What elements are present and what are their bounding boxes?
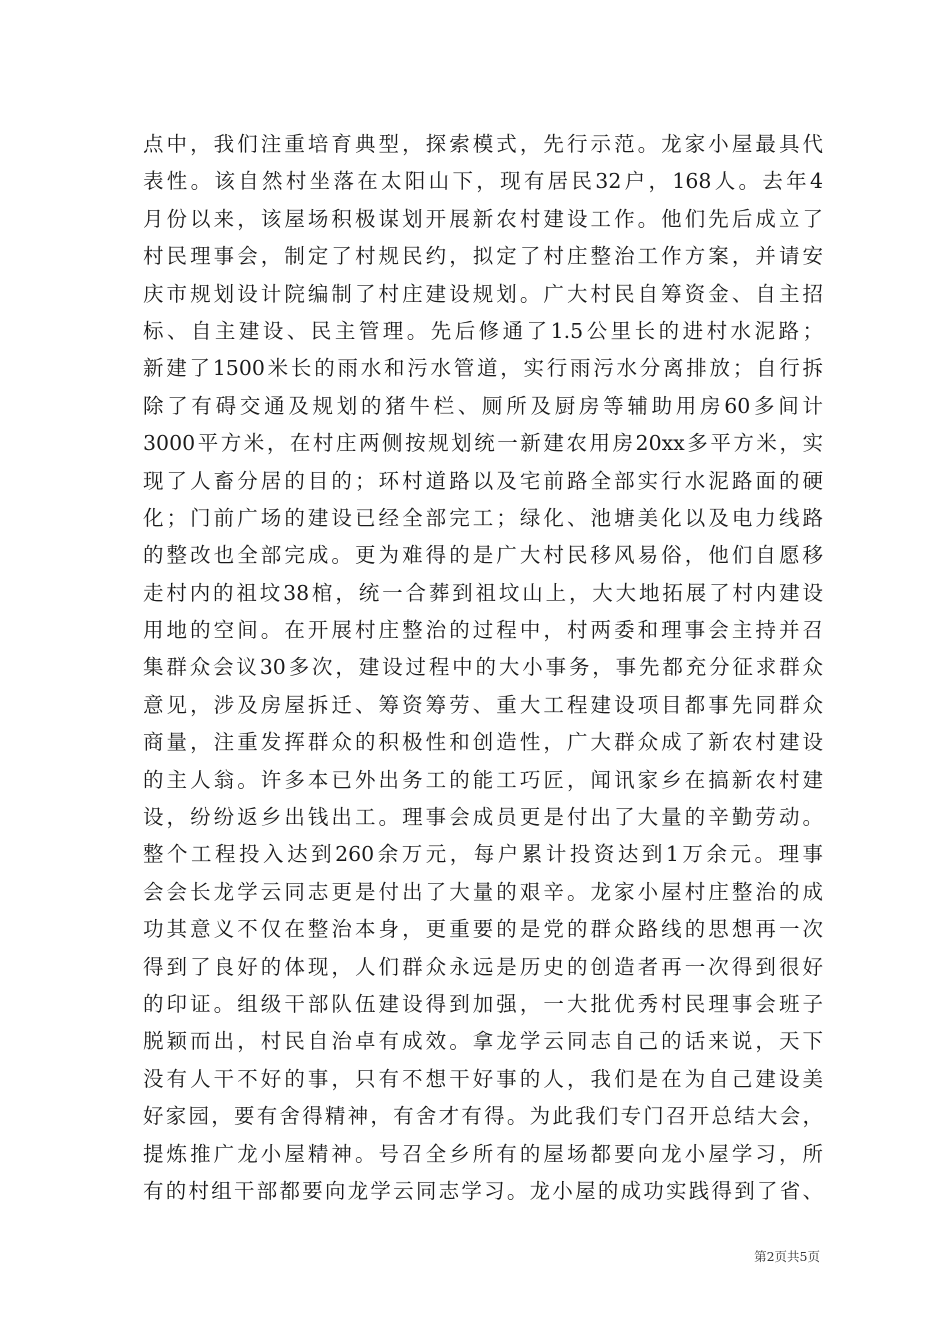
text-line: 整个工程投入达到260余万元，每户累计投资达到1万余元。理事: [143, 842, 823, 867]
text-line: 没有人干不好的事，只有不想干好事的人，我们是在为自己建设美: [143, 1066, 823, 1091]
text-line: 提炼推广龙小屋精神。号召全乡所有的屋场都要向龙小屋学习，所: [143, 1141, 823, 1166]
text-line: 现了人畜分居的目的；环村道路以及宅前路全部实行水泥路面的硬: [143, 468, 823, 493]
text-line: 月份以来，该屋场积极谋划开展新农村建设工作。他们先后成立了: [143, 206, 823, 231]
text-line: 有的村组干部都要向龙学云同志学习。龙小屋的成功实践得到了省、: [143, 1178, 823, 1203]
text-line: 新建了1500米长的雨水和污水管道，实行雨污水分离排放；自行拆: [143, 356, 823, 381]
text-line: 的主人翁。许多本已外出务工的能工巧匠，闻讯家乡在搞新农村建: [143, 767, 823, 792]
text-line: 标、自主建设、民主管理。先后修通了1.5公里长的进村水泥路；: [143, 318, 823, 343]
text-line: 庆市规划设计院编制了村庄建设规划。广大村民自筹资金、自主招: [143, 281, 823, 306]
text-line: 表性。该自然村坐落在太阳山下，现有居民32户，168人。去年4: [143, 169, 823, 194]
text-line: 设，纷纷返乡出钱出工。理事会成员更是付出了大量的辛勤劳动。: [143, 805, 823, 830]
body-paragraph: [143, 126, 823, 1210]
text-line: 脱颖而出，村民自治卓有成效。拿龙学云同志自己的话来说，天下: [143, 1029, 823, 1054]
text-line: 除了有碍交通及规划的猪牛栏、厕所及厨房等辅助用房60多间计: [143, 393, 823, 418]
text-line: 的印证。组级干部队伍建设得到加强，一大批优秀村民理事会班子: [143, 991, 823, 1016]
text-line: 功其意义不仅在整治本身，更重要的是党的群众路线的思想再一次: [143, 917, 823, 942]
text-line: 点中，我们注重培育典型，探索模式，先行示范。龙家小屋最具代: [143, 132, 823, 156]
text-line: 走村内的祖坟38棺，统一合葬到祖坟山上，大大地拓展了村内建设: [143, 580, 823, 605]
text-line: 化；门前广场的建设已经全部完工；绿化、池塘美化以及电力线路: [143, 505, 823, 530]
text-line: 的整改也全部完成。更为难得的是广大村民移风易俗，他们自愿移: [143, 543, 823, 568]
page-number: 第2页共5页: [754, 1249, 820, 1264]
text-line: 意见，涉及房屋拆迁、筹资筹劳、重大工程建设项目都事先同群众: [143, 692, 823, 717]
text-line: 好家园，要有舍得精神，有舍才有得。为此我们专门召开总结大会，: [143, 1104, 823, 1129]
text-line: 村民理事会，制定了村规民约，拟定了村庄整治工作方案，并请安: [143, 244, 823, 269]
text-line: 得到了良好的体现，人们群众永远是历史的创造者再一次得到很好: [143, 954, 823, 979]
text-line: 集群众会议30多次，建设过程中的大小事务，事先都充分征求群众: [143, 655, 823, 680]
text-line: 会会长龙学云同志更是付出了大量的艰辛。龙家小屋村庄整治的成: [143, 879, 823, 904]
text-line: 用地的空间。在开展村庄整治的过程中，村两委和理事会主持并召: [143, 618, 823, 643]
text-line: 3000平方米，在村庄两侧按规划统一新建农用房20xx多平方米，实: [143, 431, 823, 456]
text-line: 商量，注重发挥群众的积极性和创造性，广大群众成了新农村建设: [143, 730, 823, 755]
